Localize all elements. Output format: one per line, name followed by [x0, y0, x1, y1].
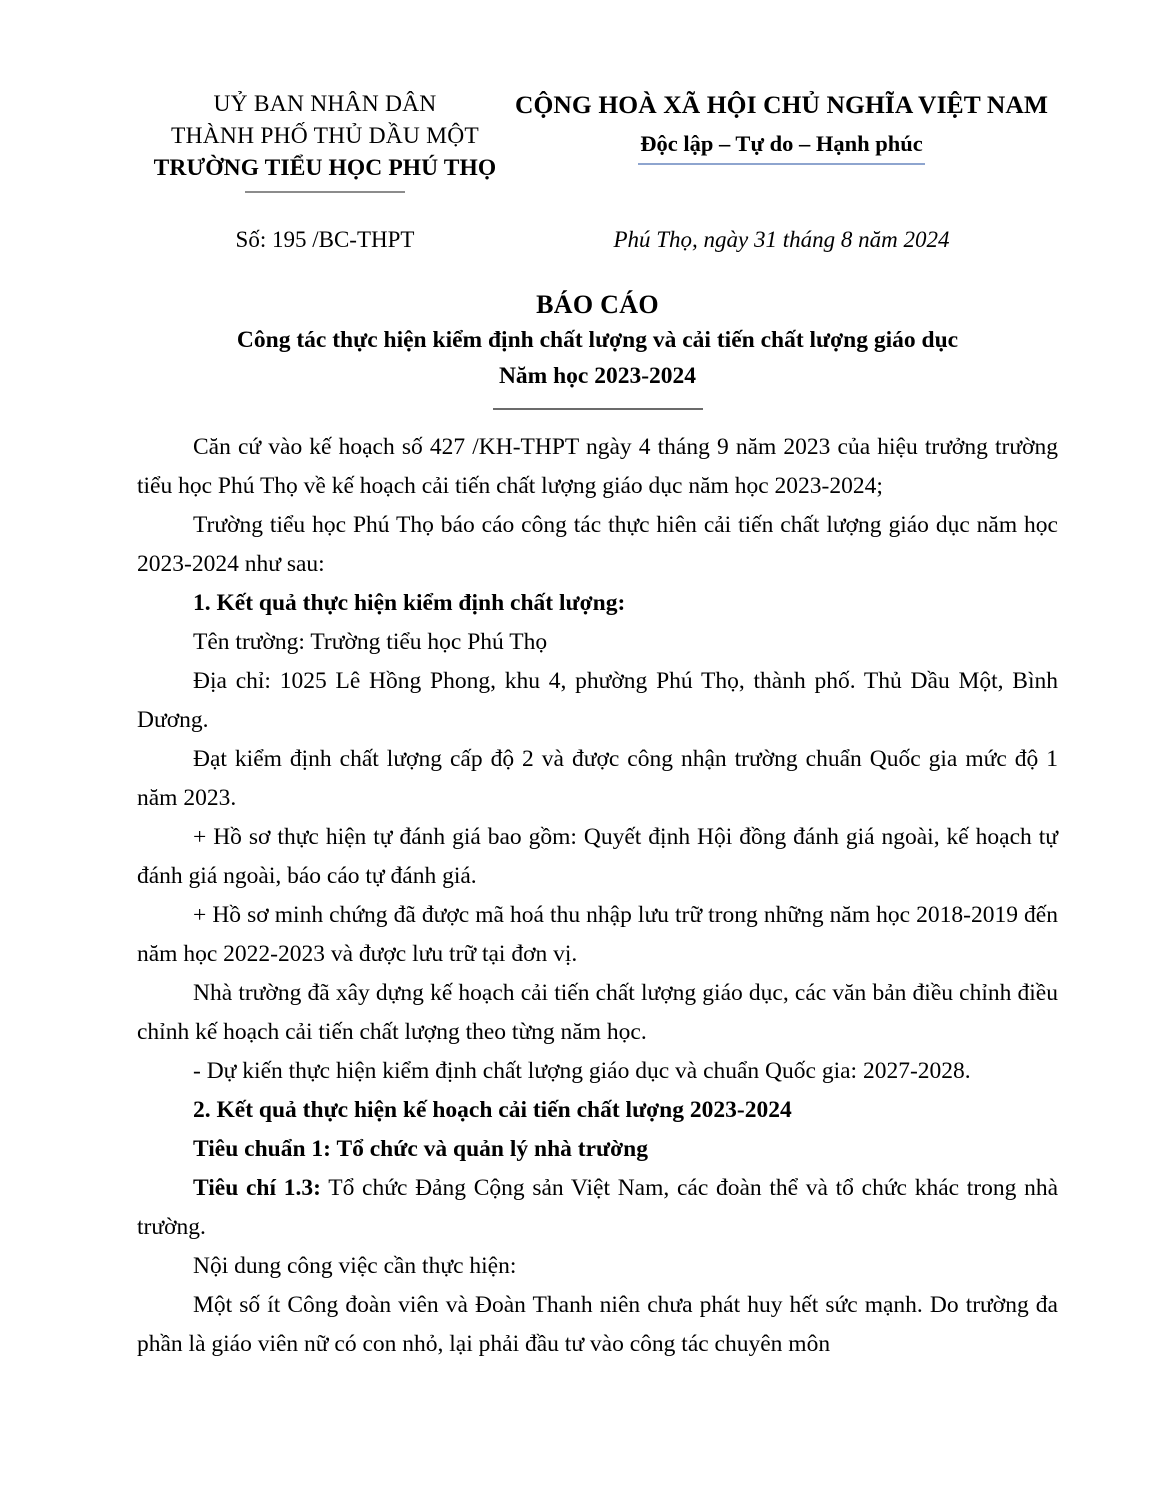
issuing-authority-block: [137, 88, 505, 193]
section-heading-1: 1. Kết quả thực hiện kiểm định chất lượng:: [193, 590, 626, 616]
document-body: [137, 428, 1058, 1364]
section-heading-2: 2. Kết quả thực hiện kế hoạch cải tiến chất lượng 2023-2024: [193, 1097, 792, 1123]
national-motto-line: Độc lập – Tự do – Hạnh phúc: [640, 131, 923, 156]
body-paragraph-improvement-plan: Nhà trường đã xây dựng kế hoạch cải tiến chất lượng giáo dục, các văn bản điều chỉnh điều chỉnh kế hoạch cải tiến chất lượng theo từng năm học.: [137, 980, 1058, 1045]
body-paragraph-address: Địa chỉ: 1025 Lê Hồng Phong, khu 4, phường Phú Thọ, thành phố. Thủ Dầu Một, Bình Dương.: [137, 668, 1058, 733]
standard-heading-1: Tiêu chuẩn 1: Tổ chức và quản lý nhà trường: [193, 1136, 648, 1162]
body-paragraph-report-intro: Trường tiểu học Phú Thọ báo cáo công tác thực hiên cải tiến chất lượng giáo dục năm học 2023-2024 như sau:: [137, 512, 1058, 577]
country-name-line: CỘNG HOÀ XÃ HỘI CHỦ NGHĨA VIỆT NAM: [514, 90, 1049, 119]
body-paragraph-self-assessment-files: + Hồ sơ thực hiện tự đánh giá bao gồm: Quyết định Hội đồng đánh giá ngoài, kế hoạch tự đánh giá ngoài, báo cáo tự đánh giá.: [137, 824, 1058, 889]
document-subtitle: Công tác thực hiện kiểm định chất lượng và cải tiến chất lượng giáo dục: [236, 327, 959, 353]
national-motto-underline-rule: [638, 163, 925, 165]
body-paragraph-school-name: Tên trường: Trường tiểu học Phú Thọ: [193, 629, 548, 655]
body-paragraph-evidence-files: + Hồ sơ minh chứng đã được mã hoá thu nhập lưu trữ trong những năm học 2018-2019 đến năm học 2022-2023 và được lưu trữ tại đơn vị.: [137, 902, 1058, 967]
criterion-label-1-3: Tiêu chí 1.3:: [193, 1175, 321, 1201]
document-title-block: [137, 288, 1058, 410]
body-paragraph-union-note: Một số ít Công đoàn viên và Đoàn Thanh niên chưa phát huy hết sức mạnh. Do trường đa phần là giáo viên nữ có con nhỏ, lại phải đầu tư vào công tác chuyên môn: [137, 1292, 1058, 1357]
document-masthead: [137, 88, 1058, 193]
issuing-authority-line-1: UỶ BAN NHÂN DÂN: [213, 91, 437, 117]
national-heading-block: [505, 88, 1058, 165]
document-meta-row: [137, 224, 1058, 256]
document-place-date: Phú Thọ, ngày 31 tháng 8 năm 2024: [613, 227, 950, 252]
national-motto-wrapper: [638, 129, 925, 165]
page-title: BÁO CÁO: [536, 290, 659, 319]
school-name-underline-rule: [245, 191, 405, 193]
criterion-text-1-3: Tổ chức Đảng Cộng sản Việt Nam, các đoàn thể và tổ chức khác trong nhà trường.: [137, 1175, 1058, 1240]
issuing-authority-line-2: THÀNH PHỐ THỦ DẦU MỘT: [171, 123, 479, 149]
document-school-year: Năm học 2023-2024: [498, 363, 697, 389]
title-divider-rule: [493, 408, 703, 410]
body-paragraph-basis: Căn cứ vào kế hoạch số 427 /KH-THPT ngày 4 tháng 9 năm 2023 của hiệu trưởng trường tiểu học Phú Thọ về kế hoạch cải tiến chất lượng giáo dục năm học 2023-2024;: [137, 434, 1058, 499]
body-paragraph-next-accreditation: - Dự kiến thực hiện kiểm định chất lượng giáo dục và chuẩn Quốc gia: 2027-2028.: [193, 1058, 971, 1084]
body-paragraph-accreditation-level: Đạt kiểm định chất lượng cấp độ 2 và được công nhận trường chuẩn Quốc gia mức độ 1 năm 2023.: [137, 746, 1058, 811]
document-number: Số: 195 /BC-THPT: [235, 227, 415, 252]
body-paragraph-tasks-intro: Nội dung công việc cần thực hiện:: [193, 1253, 517, 1279]
school-name-line: TRƯỜNG TIỂU HỌC PHÚ THỌ: [153, 155, 497, 181]
criterion-paragraph-1-3: [137, 1169, 1058, 1247]
